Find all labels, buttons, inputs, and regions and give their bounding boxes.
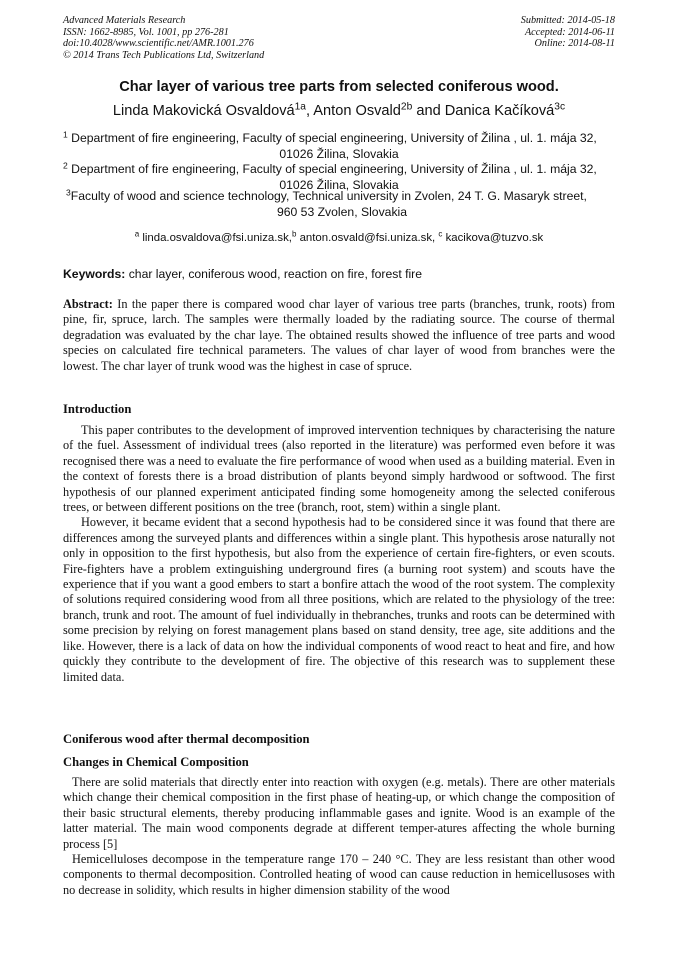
author-separator: and	[412, 103, 445, 119]
section2-body	[63, 775, 615, 898]
subsection-heading: Changes in Chemical Composition	[63, 755, 249, 769]
email-sup: c	[438, 229, 443, 239]
email-address: linda.osvaldova@fsi.uniza.sk,	[142, 232, 292, 244]
author-list	[0, 103, 678, 119]
paragraph: Hemicelluloses decompose in the temperature range 170 – 240 °C. They are less resistant than other wood components to thermal decomposition. Controlled heating of wood can cause reduction in hemicellusoses with no decrease in solidity, which results in higher dimension stability of the wood	[63, 852, 615, 897]
author-sup: 2b	[400, 101, 413, 113]
keywords-label: Keywords:	[63, 267, 126, 281]
author-name: Anton Osvald	[313, 103, 401, 119]
affiliation-line: Department of fire engineering, Faculty of special engineering, University of Žilina , ul. 1. mája 32,	[71, 131, 597, 145]
paragraph: However, it became evident that a second hypothesis had to be considered since it was found that there are differences among the surveyed plants and differences within a single plant. This hypothesis arose naturally not only in opposition to the first hypothesis, but also from the experience of certain fire-fighters, or even scouts. Fire-fighters have a problem extinguishing underground fires (a burning root system) and scouts have the experience that if you want a good embers to start a bonfire attach the wood of the root system. The complexity of solutions required considering wood from all three positions, which are related to the physiology of the tree: branch, trunk and root. The amount of fuel individually in thebranches, trunks and roots can be determined with some precision by relying on forest management plans based on stand density, tree age, site additions and the like. However, there is a lack of data on how the individual components of wood react to heat and fire, and how quickly they contribute to the development of fire. The objective of this research was to supplement these limited data.	[63, 515, 615, 684]
affiliation-line: 01026 Žilina, Slovakia	[279, 177, 399, 192]
paragraph: There are solid materials that directly enter into reaction with oxygen (e.g. metals). There are other materials which change their chemical composition in the first phase of heating-up, or which change the composition of their basic structural elements, thereby producing inflammable gases and ignite. Wood is an example of the latter material. The main wood components degrade at different temper-atures affecting the whole burning process [5]	[63, 775, 615, 851]
introduction-body	[63, 423, 615, 685]
affiliation-number: 2	[63, 160, 68, 171]
keywords	[63, 267, 422, 281]
paper-title: Char layer of various tree parts from selected coniferous wood.	[119, 79, 559, 95]
abstract	[63, 297, 615, 374]
section-heading: Coniferous wood after thermal decomposition	[63, 732, 310, 746]
affiliation-line: 960 53 Zvolen, Slovakia	[276, 204, 408, 219]
affiliation-line: Department of fire engineering, Faculty of special engineering, University of Žilina , ul. 1. mája 32,	[71, 162, 597, 176]
email-address: kacikova@tuzvo.sk	[445, 232, 544, 244]
journal-header	[63, 15, 264, 61]
date-accepted: Accepted: 2014-06-11	[524, 26, 615, 38]
email-sup: b	[291, 229, 297, 239]
abstract-label: Abstract:	[63, 297, 113, 311]
journal-issn: ISSN: 1662-8985, Vol. 1001, pp 276-281	[63, 26, 229, 38]
affiliation-number: 3	[66, 187, 71, 198]
date-submitted: Submitted: 2014-05-18	[520, 15, 615, 26]
affiliation	[66, 189, 618, 220]
affiliation-line: 01026 Žilina, Slovakia	[279, 146, 399, 161]
date-online: Online: 2014-08-11	[534, 38, 615, 50]
dates-header	[521, 15, 615, 50]
journal-copyright: © 2014 Trans Tech Publications Ltd, Switzerland	[63, 49, 265, 61]
journal-doi: doi:10.4028/www.scientific.net/AMR.1001.276	[63, 38, 254, 50]
email-list	[0, 229, 678, 244]
section-heading-introduction: Introduction	[63, 402, 132, 416]
affiliation-number: 1	[63, 129, 68, 140]
author-name: Danica Kačíková	[444, 103, 555, 119]
email-address: anton.osvald@fsi.uniza.sk,	[299, 232, 436, 244]
author-sup: 3c	[554, 101, 566, 113]
abstract-text: In the paper there is compared wood char layer of various tree parts (branches, trunk, roots) from pine, fir, spruce, larch. The samples were thermally loaded by the radiating source. The course of thermal degradation was evaluated by the char laye. The obtained results showed the influence of tree parts and wood species on calculated fire technical parameters. The values of char layer of wood from branches were the lowest. The char layer of trunk wood was the highest in case of spruce.	[63, 297, 615, 373]
author-sup: 1a	[294, 101, 306, 113]
author-name: Linda Makovická Osvaldová	[112, 103, 295, 119]
affiliation	[63, 131, 615, 162]
paragraph: This paper contributes to the development of improved intervention techniques by characterising the nature of the fuel. Assessment of individual trees (also reported in the literature) was performed even before it was recognised there was a need to evaluate the fire performance of wood when used as a building material. Even in the context of forests there is a broad distribution of plants beyond simply hardwood or softwood. The first hypothesis of our planned experiment anticipated finding some homogeneity among the selected coniferous trees, or between different positions on the tree (branch, root, stem) within a single plant.	[63, 423, 615, 515]
keywords-text: char layer, coniferous wood, reaction on fire, forest fire	[128, 267, 423, 281]
email-sup: a	[134, 229, 140, 239]
journal-name: Advanced Materials Research	[63, 15, 186, 26]
affiliation-line: Faculty of wood and science technology, Technical university in Zvolen, 24 T. G. Masaryk street,	[70, 189, 587, 203]
author-separator: ,	[305, 103, 314, 119]
